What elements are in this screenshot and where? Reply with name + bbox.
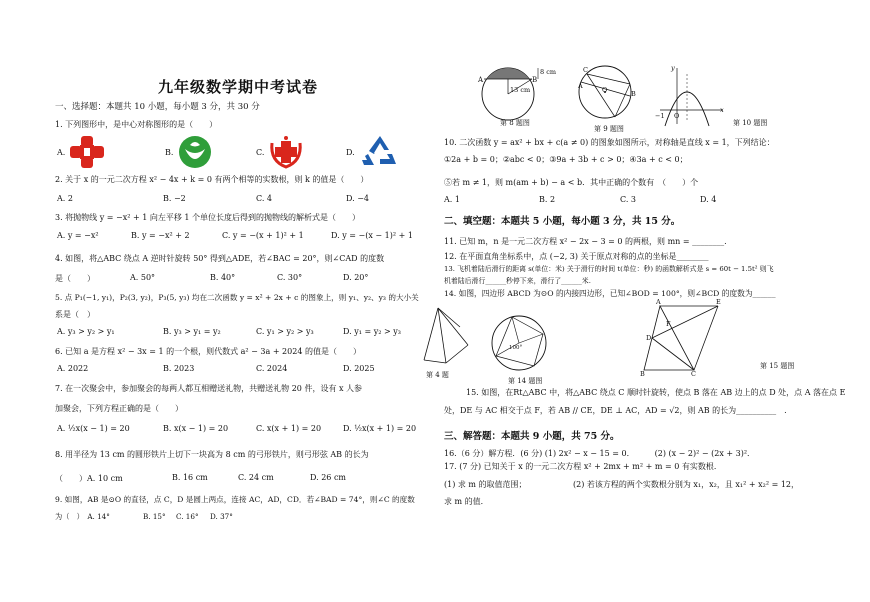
q1-option-c: C.	[256, 148, 265, 157]
question-10-line-1: 10. 二次函数 y = ax² + bx + c(a ≠ 0) 的图象如图所示，对称轴是直线 x = 1，下列结论：	[444, 138, 775, 147]
q2-option-a: A. 2	[57, 194, 73, 203]
section-3-heading: 三、解答题：本题共 9 小题，共 75 分。	[444, 431, 620, 442]
question-10-line-3: ⑤若 m ≠ 1，则 m(am + b) − a < b．其中正确的个数有 （ ）个	[444, 178, 699, 187]
q9-option-d: D. 37°	[210, 512, 233, 521]
question-13-line-2: 机着陆后滑行______秒停下来，滑行了______米.	[444, 277, 591, 285]
figure-15-point-f: F	[666, 320, 671, 328]
figure-10-caption: 第 10 题图	[733, 119, 768, 127]
figure-8-radius-label: 13 cm	[510, 86, 531, 94]
question-11: 11. 已知 m，n 是一元二次方程 x² − 2x − 3 = 0 的两根，则 mn = ________.	[444, 237, 727, 246]
q6-option-b: B. 2023	[163, 364, 195, 373]
figure-10-parabola	[655, 64, 725, 126]
question-4-line-1: 4. 如图，将△ABC 绕点 A 逆时针旋转 50° 得到△ADE，若∠BAC = 20°，则∠CAD 的度数	[55, 254, 385, 263]
question-8-line-2: （ ）A. 10 cm	[55, 474, 123, 483]
figure-10-neg-one: −1	[655, 112, 665, 120]
figure-15-point-c: C	[691, 370, 696, 378]
section-1-heading: 一、选择题：本题共 10 小题，每小题 3 分，共 30 分	[55, 102, 260, 112]
q4-option-b: B. 40°	[210, 273, 236, 282]
q7-option-b: B. x(x − 1) = 20	[163, 424, 229, 433]
q1-option-b: B.	[165, 148, 174, 157]
figure-14-angle-label: 100°	[509, 345, 523, 351]
figure-4-caption: 第 4 题	[426, 371, 449, 379]
figure-8-height-label: 8 cm	[540, 68, 557, 76]
q6-option-c: C. 2024	[256, 364, 288, 373]
figure-9-caption: 第 9 题图	[594, 125, 624, 133]
q2-option-c: C. 4	[256, 194, 273, 203]
q10-option-a: A. 1	[444, 195, 460, 204]
figure-9-point-c: C	[583, 66, 588, 74]
q7-option-d: D. ½x(x + 1) = 20	[343, 424, 417, 433]
figure-15-rotation-triangles	[640, 300, 725, 380]
q2-option-d: D. −4	[346, 194, 370, 203]
q4-option-a: A. 50°	[130, 273, 156, 282]
q9-option-c: C. 16°	[176, 512, 199, 521]
q9-option-b: B. 15°	[143, 512, 166, 521]
q3-option-c: C. y = −(x + 1)² + 1	[222, 231, 304, 240]
section-2-heading: 二、填空题：本题共 5 小题，每小题 3 分，共 15 分。	[444, 216, 681, 227]
question-17-part-2-cont: 求 m 的值．	[444, 497, 489, 506]
q10-option-c: C. 3	[620, 195, 637, 204]
q5-option-b: B. y₃ > y₁ = y₂	[163, 327, 221, 336]
question-9-line-2: 为（ ） A. 14°	[55, 512, 110, 521]
figure-15-point-b: B	[640, 370, 645, 378]
question-13-line-1: 13. 飞机着陆后滑行的距离 s(单位：米) 关于滑行的时间 t(单位：秒) 的函数解析式是 s = 60t − 1.5t² 则飞	[444, 265, 774, 273]
figure-15-caption: 第 15 题图	[760, 362, 795, 370]
question-7-line-2: 加聚会，下列方程正确的是（ ）	[55, 404, 183, 413]
figure-8-point-a: A	[478, 76, 484, 84]
figure-15-point-d: D	[646, 334, 652, 342]
q8-option-d: D. 26 cm	[310, 473, 347, 482]
figure-9-point-o: O	[602, 86, 608, 94]
q5-option-c: C. y₁ > y₂ > y₃	[256, 327, 314, 336]
question-8-line-1: 8. 用半径为 13 cm 的圆形铁片上切下一块高为 8 cm 的弓形铁片，则弓形弦 AB 的长为	[55, 450, 369, 459]
red-cross-icon	[70, 136, 104, 168]
q1-option-a: A.	[57, 148, 66, 157]
question-17: 17. (7 分) 已知关于 x 的一元二次方程 x² + 2mx + m² + m = 0 有实数根．	[444, 462, 722, 471]
question-2: 2. 关于 x 的一元二次方程 x² − 4x + k = 0 有两个相等的实数根，则 k 的值是（ ）	[55, 175, 369, 184]
question-4-line-2: 是（ ）	[55, 274, 95, 283]
question-15-line-1: 15. 如图，在Rt△ABC 中，将△ABC 绕点 C 顺时针旋转，使点 B 落在 AB 边上的点 D 处，点 A 落在点 E	[466, 388, 846, 397]
question-12: 12. 在平面直角坐标系中，点 (−2, 3) 关于原点对称的点的坐标是________	[444, 252, 709, 261]
question-3: 3. 将抛物线 y = −x² + 1 向左平移 1 个单位长度后得到的抛物线的解析式是（ ）	[55, 213, 361, 222]
page-title: 九年级数学期中考试卷	[158, 78, 319, 96]
question-14: 14. 如图，四边形 ABCD 为⊙O 的内接四边形，已知∠BOD = 100°，则∠BCD 的度数为______	[444, 289, 776, 298]
q3-option-b: B. y = −x² + 2	[131, 231, 190, 240]
figure-10-x-axis-label: x	[720, 106, 724, 114]
q4-option-d: D. 20°	[343, 273, 369, 282]
q5-option-a: A. y₃ > y₂ > y₁	[57, 327, 115, 336]
green-food-logo-icon	[178, 135, 212, 169]
question-15-line-2: 处，DE 与 AC 相交于点 F，若 AB // CE，DE ⊥ AC，AD = √2，则 AB 的长为__________ .	[444, 406, 787, 415]
figure-15-point-a: A	[656, 298, 661, 306]
question-5-line-2: 系是（ ）	[55, 310, 95, 319]
question-7-line-1: 7. 在一次聚会中，参加聚会的每两人都互相赠送礼物，共赠送礼物 20 件，设有 x 人参	[55, 384, 363, 393]
figure-10-y-axis-label: y	[671, 64, 675, 72]
question-9-line-1: 9. 如图，AB 是⊙O 的直径，点 C，D 是圆上两点，连接 AC，AD，CD．若∠BAD = 74°，则∠C 的度数	[55, 495, 415, 504]
q8-option-c: C. 24 cm	[238, 473, 274, 482]
q10-option-b: B. 2	[539, 195, 556, 204]
q6-option-d: D. 2025	[343, 364, 375, 373]
question-16: 16.（6 分）解方程．(6 分) (1) 2x² − x − 15 = 0． (2) (x − 2)² − (2x + 3)²．	[444, 449, 756, 458]
q8-option-b: B. 16 cm	[172, 473, 208, 482]
q6-option-a: A. 2022	[57, 364, 89, 373]
figure-14-caption: 第 14 题图	[508, 377, 543, 385]
figure-10-origin: O	[674, 112, 680, 120]
q4-option-c: C. 30°	[277, 273, 303, 282]
q7-option-a: A. ½x(x − 1) = 20	[57, 424, 130, 433]
q3-option-d: D. y = −(x − 1)² + 1	[331, 231, 413, 240]
question-10-line-2: ①2a + b = 0；②abc < 0；③9a + 3b + c > 0；④3a + c < 0；	[444, 155, 688, 164]
question-1: 1. 下列图形中，是中心对称图形的是（ ）	[55, 120, 218, 129]
figure-14-cyclic-quadrilateral	[488, 312, 550, 374]
question-17-part-1: (1) 求 m 的取值范围；	[444, 480, 527, 489]
q5-option-d: D. y₁ = y₂ > y₃	[343, 327, 401, 336]
recycle-icon	[362, 134, 398, 168]
q2-option-b: B. −2	[163, 194, 186, 203]
question-17-part-2: (2) 若该方程的两个实数根分别为 x₁，x₂，且 x₁² + x₂² = 12，	[573, 480, 800, 489]
question-5-line-1: 5. 点 P₁(−1, y₁)，P₂(3, y₂)，P₃(5, y₃) 均在二次函数 y = x² + 2x + c 的图象上，则 y₁、y₂、y₃ 的大小关	[55, 293, 419, 302]
figure-9-point-b: B	[631, 90, 636, 98]
q1-option-d: D.	[346, 148, 355, 157]
figure-9-point-a: A	[578, 82, 583, 90]
question-6: 6. 已知 a 是方程 x² − 3x = 1 的一个根，则代数式 a² − 3a + 2024 的值是（ ）	[55, 347, 361, 356]
figure-15-point-e: E	[716, 298, 721, 306]
figure-8-point-b: B	[532, 76, 538, 84]
q3-option-a: A. y = −x²	[57, 231, 99, 240]
q10-option-d: D. 4	[700, 195, 717, 204]
figure-4-triangles	[420, 305, 480, 370]
q7-option-c: C. x(x + 1) = 20	[256, 424, 322, 433]
red-cross-wreath-icon	[268, 135, 304, 169]
figure-8-caption: 第 8 题图	[500, 119, 530, 127]
